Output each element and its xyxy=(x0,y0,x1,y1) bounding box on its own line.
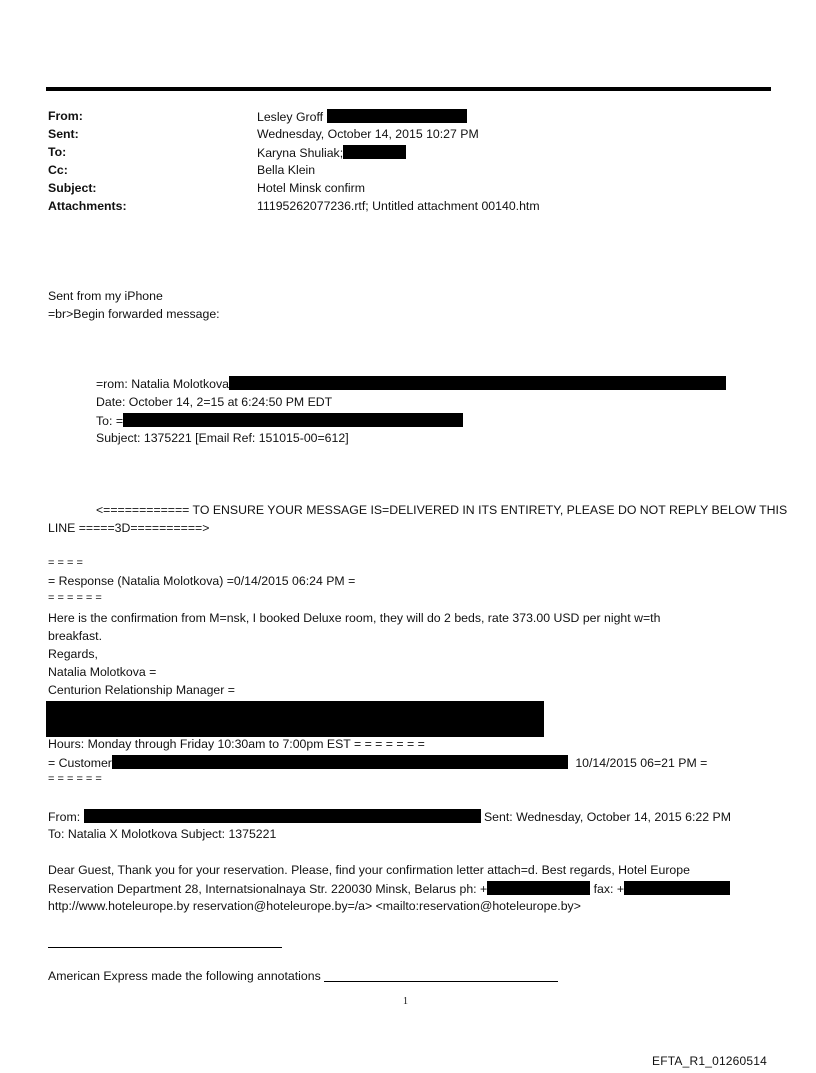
to-name: Karyna Shuliak; xyxy=(257,146,344,160)
redaction-box xyxy=(229,376,726,390)
redaction-box xyxy=(327,109,467,123)
page-number: 1 xyxy=(403,996,408,1007)
redaction-box xyxy=(112,755,568,769)
fax-label: fax: + xyxy=(593,882,625,896)
signature-name: Natalia Molotkova = xyxy=(48,665,157,679)
attachments-value: 11195262077236.rtf; Untitled attachment 00140.htm xyxy=(257,199,540,213)
ensure-delivery-line-2: LINE =====3D==========> xyxy=(48,521,210,535)
message-line-2: breakfast. xyxy=(48,629,102,643)
forwarded-date-line: Date: October 14, 2=15 at 6:24:50 PM EDT xyxy=(96,395,333,409)
response-line: = Response (Natalia Molotkova) =0/14/2015 06:24 PM = xyxy=(48,574,356,588)
cc-label: Cc: xyxy=(48,163,68,177)
to-value xyxy=(257,145,406,160)
redaction-box xyxy=(123,413,463,427)
separator-line: = = = = = = xyxy=(48,773,102,785)
attachments-label: Attachments: xyxy=(48,199,127,213)
from-2-label: From: xyxy=(48,810,81,824)
sent-2-text: Sent: Wednesday, October 14, 2015 6:22 PM xyxy=(483,810,731,824)
customer-line xyxy=(48,755,707,770)
from-name: Lesley Groff xyxy=(257,110,324,124)
separator-line: = = = = = = xyxy=(48,592,102,604)
forwarded-to-line xyxy=(96,413,463,428)
message-line-1: Here is the confirmation from M=nsk, I booked Deluxe room, they will do 2 beds, rate 373.00 USD per night w=th xyxy=(48,611,661,625)
customer-date: 10/14/2015 06=21 PM = xyxy=(575,756,708,770)
customer-prefix: = Customer xyxy=(48,756,112,770)
redaction-box xyxy=(487,881,590,895)
separator-line: = = = = xyxy=(48,557,83,569)
signature-divider xyxy=(48,947,282,948)
forwarded-from-line xyxy=(96,376,726,391)
signature-title: Centurion Relationship Manager = xyxy=(48,683,235,697)
begin-forwarded-line: =br>Begin forwarded message: xyxy=(48,307,220,321)
document-id: EFTA_R1_01260514 xyxy=(652,1054,768,1068)
hours-line: Hours: Monday through Friday 10:30am to 7:00pm EST = = = = = = = xyxy=(48,737,425,751)
from-value xyxy=(257,109,467,124)
header-rule xyxy=(46,87,771,91)
cc-value: Bella Klein xyxy=(257,163,316,177)
amex-annotation-text: American Express made the following annotations xyxy=(48,969,321,983)
guest-address: Reservation Department 28, Internatsionalnaya Str. 220030 Minsk, Belarus ph: + xyxy=(48,882,488,896)
redaction-block xyxy=(46,701,544,737)
sent-from-line: Sent from my iPhone xyxy=(48,289,163,303)
sent-value: Wednesday, October 14, 2015 10:27 PM xyxy=(257,127,479,141)
guest-line-3: http://www.hoteleurope.by reservation@hoteleurope.by=/a> <mailto:reservation@hoteleurope.by> xyxy=(48,899,581,913)
ensure-delivery-line-1: <============ TO ENSURE YOUR MESSAGE IS=DELIVERED IN ITS ENTIRETY, PLEASE DO NOT REPLY BELOW THIS xyxy=(96,503,788,517)
forwarded-to-text: To: = xyxy=(96,414,124,428)
regards-line: Regards, xyxy=(48,647,98,661)
forwarded-subject-line: Subject: 1375221 [Email Ref: 151015-00=612] xyxy=(96,431,349,445)
from-label: From: xyxy=(48,109,83,123)
to-2-line: To: Natalia X Molotkova Subject: 1375221 xyxy=(48,827,277,841)
guest-line-1: Dear Guest, Thank you for your reservation. Please, find your confirmation letter attach=d. Best regards, Hotel Europe xyxy=(48,863,690,877)
annotation-blank xyxy=(324,969,558,982)
guest-line-2 xyxy=(48,881,730,896)
from-2-line xyxy=(48,809,731,824)
subject-label: Subject: xyxy=(48,181,97,195)
amex-annotation-line xyxy=(48,969,558,983)
sent-label: Sent: xyxy=(48,127,79,141)
redaction-box xyxy=(624,881,730,895)
redaction-box xyxy=(343,145,406,159)
forwarded-from-text: =rom: Natalia Molotkova xyxy=(96,377,229,391)
redaction-box xyxy=(84,809,481,823)
to-label: To: xyxy=(48,145,67,159)
subject-value: Hotel Minsk confirm xyxy=(257,181,365,195)
